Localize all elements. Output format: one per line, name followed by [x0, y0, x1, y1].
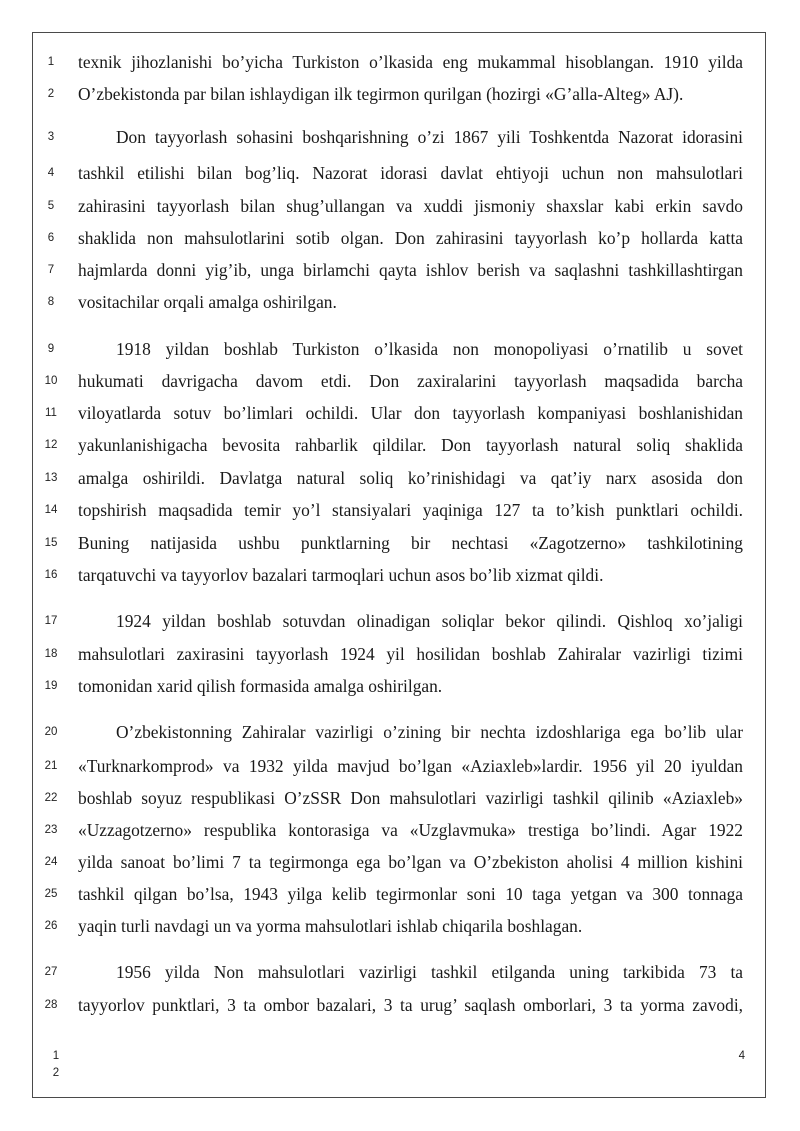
text-line: [0, 638, 800, 670]
text-line: [0, 494, 800, 526]
text-line: [0, 46, 800, 78]
line-number: 23: [44, 824, 58, 836]
line-number: 27: [44, 966, 58, 978]
line-text: zahirasini tayyorlash bilan shug’ullangan va xuddi jismoniy shaxslar kabi erkin savdo: [78, 196, 743, 216]
text-line: [0, 78, 800, 110]
line-number: 12: [44, 439, 58, 451]
line-number: 5: [47, 200, 55, 212]
line-number: 26: [44, 920, 58, 932]
line-number: 20: [44, 726, 58, 738]
text-line: [0, 910, 800, 942]
line-number: 28: [44, 999, 58, 1011]
line-text: O’zbekistonning Zahiralar vazirligi o’zining bir nechta izdoshlariga ega bo’lib ular: [116, 722, 743, 742]
line-number: 16: [44, 569, 58, 581]
line-number: 25: [44, 888, 58, 900]
line-number: 4: [47, 167, 55, 179]
footer-line-number: 2: [52, 1067, 60, 1079]
line-text: tashkil qilgan bo’lsa, 1943 yilga kelib tegirmonlar soni 10 taga yetgan va 300 tonnaga: [78, 884, 743, 904]
line-text: topshirish maqsadida temir yo’l stansiyalari yaqiniga 127 ta to’kish punktlari ochildi.: [78, 500, 743, 520]
line-text: 1956 yilda Non mahsulotlari vazirligi tashkil etilganda uning tarkibida 73 ta: [116, 962, 743, 982]
line-number: 11: [45, 407, 57, 419]
text-line: [0, 716, 800, 748]
line-text: «Uzzagotzerno» respublika kontorasiga va «Uzglavmuka» trestiga bo’lindi. Agar 1922: [78, 820, 743, 840]
line-number: 22: [44, 792, 58, 804]
line-text: vositachilar orqali amalga oshirilgan.: [78, 292, 337, 312]
line-text: shaklida non mahsulotlarini sotib olgan. Don zahirasini tayyorlash ko’p hollarda katta: [78, 228, 743, 248]
line-text: yilda sanoat bo’limi 7 ta tegirmonga ega bo’lgan va O’zbekiston aholisi 4 million kishini: [78, 852, 743, 872]
line-number: 15: [44, 537, 58, 549]
line-number: 13: [44, 472, 58, 484]
line-text: 1924 yildan boshlab sotuvdan olinadigan soliqlar bekor qilindi. Qishloq xo’jaligi: [116, 611, 743, 631]
line-text: hukumati davrigacha davom etdi. Don zaxiralarini tayyorlash maqsadida barcha: [78, 371, 743, 391]
line-number: 6: [47, 232, 55, 244]
line-text: boshlab soyuz respublikasi O’zSSR Don mahsulotlari vazirligi tashkil qilinib «Aziaxleb»: [78, 788, 743, 808]
line-number: 14: [44, 504, 58, 516]
line-text: 1918 yildan boshlab Turkiston o’lkasida non monopoliyasi o’rnatilib u sovet: [116, 339, 743, 359]
text-line: [0, 397, 800, 429]
line-text: tomonidan xarid qilish formasida amalga oshirilgan.: [78, 676, 443, 696]
line-number: 24: [44, 856, 58, 868]
line-text: O’zbekistonda par bilan ishlaydigan ilk tegirmon qurilgan (hozirgi «G’alla-Alteg» AJ).: [78, 84, 684, 104]
line-text: yakunlanishigacha bevosita rahbarlik qildilar. Don tayyorlash natural soliq shaklida: [78, 435, 743, 455]
text-line: [0, 286, 800, 318]
text-line: [0, 429, 800, 461]
line-number: 9: [47, 343, 55, 355]
text-line: [0, 605, 800, 637]
line-number: 17: [44, 615, 58, 627]
text-line: [0, 333, 800, 365]
text-line: [0, 157, 800, 189]
text-line: [0, 750, 800, 782]
text-line: [0, 222, 800, 254]
line-number: 8: [47, 296, 55, 308]
text-line: [0, 527, 800, 559]
line-number: 18: [44, 648, 58, 660]
line-number: 10: [44, 375, 58, 387]
line-text: tayyorlov punktlari, 3 ta ombor bazalari, 3 ta urug’ saqlash omborlari, 3 ta yorma zavodi,: [78, 995, 743, 1015]
line-text: texnik jihozlanishi bo’yicha Turkiston o’lkasida eng mukammal hisoblangan. 1910 yilda: [78, 52, 743, 72]
text-line: [0, 462, 800, 494]
text-line: [0, 559, 800, 591]
line-text: tashkil etilishi bilan bog’liq. Nazorat idorasi davlat ehtiyoji uchun non mahsulotlari: [78, 163, 743, 183]
page-number: 4: [738, 1050, 745, 1062]
line-text: yaqin turli navdagi un va yorma mahsulotlari ishlab chiqarila boshlagan.: [78, 916, 583, 936]
line-text: tarqatuvchi va tayyorlov bazalari tarmoqlari uchun asos bo’lib xizmat qildi.: [78, 565, 604, 585]
line-number: 2: [47, 88, 55, 100]
line-text: Buning natijasida ushbu punktlarning bir nechtasi «Zagotzerno» tashkilotining: [78, 533, 743, 553]
line-number: 19: [44, 680, 58, 692]
line-text: mahsulotlari zaxirasini tayyorlash 1924 yil hosilidan boshlab Zahiralar vazirligi tizimi: [78, 644, 743, 664]
line-text: amalga oshirildi. Davlatga natural soliq ko’rinishidagi va qat’iy narx asosida don: [78, 468, 743, 488]
line-number: 1: [47, 56, 55, 68]
line-text: Don tayyorlash sohasini boshqarishning o’zi 1867 yili Toshkentda Nazorat idorasini: [116, 127, 743, 147]
text-line: [0, 121, 800, 153]
line-number: 7: [47, 264, 55, 276]
text-line: [0, 190, 800, 222]
text-line: [0, 670, 800, 702]
text-line: [0, 989, 800, 1021]
line-text: hajmlarda donni yig’ib, unga birlamchi qayta ishlov berish va saqlashni tashkillashtirgan: [78, 260, 743, 280]
text-line: [0, 814, 800, 846]
text-line: [0, 846, 800, 878]
text-line: [0, 956, 800, 988]
line-number: 21: [44, 760, 58, 772]
line-text: viloyatlarda sotuv bo’limlari ochildi. Ular don tayyorlash kompaniyasi boshlanishidan: [78, 403, 743, 423]
text-line: [0, 365, 800, 397]
text-line: [0, 782, 800, 814]
text-line: [0, 254, 800, 286]
text-line: [0, 878, 800, 910]
footer-line-number: 1: [52, 1050, 60, 1062]
line-text: «Turknarkomprod» va 1932 yilda mavjud bo’lgan «Aziaxleb»lardir. 1956 yil 20 iyuldan: [78, 756, 743, 776]
line-number: 3: [47, 131, 55, 143]
